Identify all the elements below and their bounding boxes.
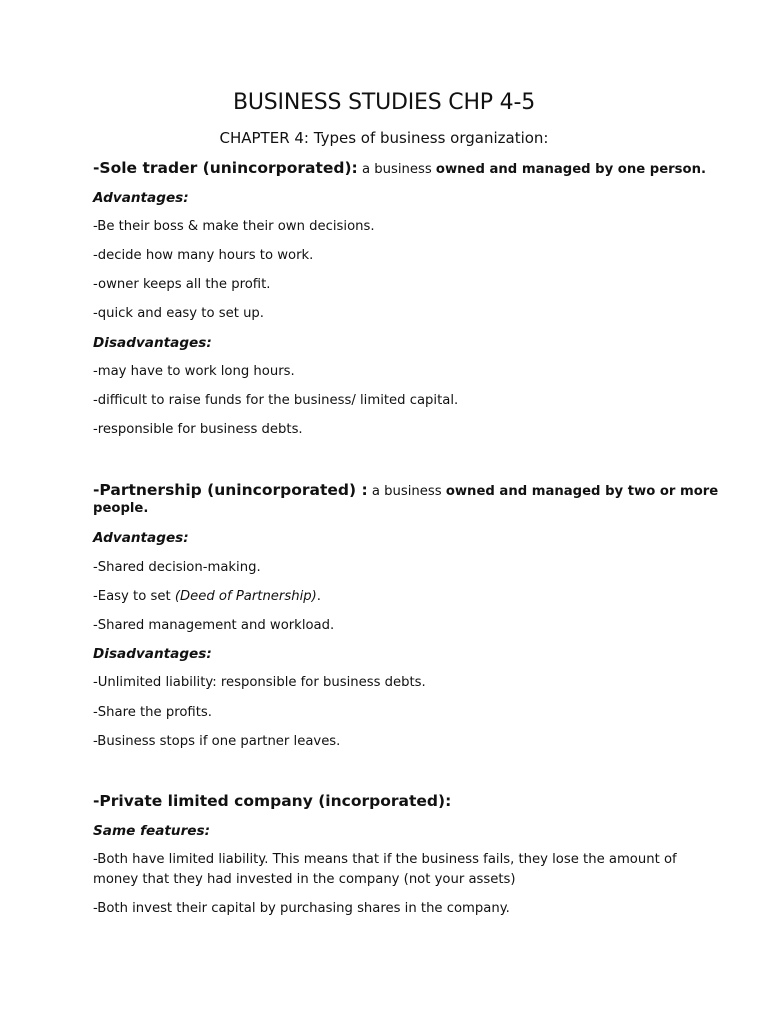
partnership-advantage-item: -Shared decision-making. <box>93 560 261 575</box>
partnership-disadvantage-item: -Unlimited liability: responsible for business debts. <box>93 675 426 690</box>
sole-trader-disadvantage-item: -difficult to raise funds for the business/ limited capital. <box>93 393 459 408</box>
partnership-desc-bold-continued: people. <box>93 501 149 516</box>
sole-trader-advantage-item: -owner keeps all the profit. <box>93 277 271 292</box>
sole-trader-desc-bold: owned and managed by one person. <box>435 162 706 177</box>
partnership-disadvantage-item: -Share the profits. <box>93 705 212 720</box>
sole-trader-title: -Sole trader (unincorporated): <box>93 159 358 177</box>
sole-trader-disadvantages-label: Disadvantages: <box>93 335 212 351</box>
sole-trader-advantage-item: -decide how many hours to work. <box>93 248 314 263</box>
sole-trader-heading <box>93 157 706 181</box>
same-features-item: -Both invest their capital by purchasing shares in the company. <box>93 901 510 916</box>
partnership-advantage-period: . <box>316 589 321 604</box>
same-features-item: -Both have limited liability. This means that if the business fails, they lose the amount of <box>93 852 677 867</box>
document-title: BUSINESS STUDIES CHP 4-5 <box>232 90 536 115</box>
same-features-item-continued: money that they had invested in the company (not your assets) <box>93 872 516 887</box>
partnership-advantages-label: Advantages: <box>93 530 189 546</box>
partnership-advantage-item: -Shared management and workload. <box>93 618 335 633</box>
same-features-label: Same features: <box>93 823 211 839</box>
partnership-desc-plain: a business <box>367 484 446 499</box>
chapter-subtitle: CHAPTER 4: Types of business organization: <box>219 129 549 147</box>
partnership-disadvantage-item: -Business stops if one partner leaves. <box>93 734 341 749</box>
partnership-advantage-text: -Easy to set <box>93 589 175 604</box>
partnership-disadvantages-label: Disadvantages: <box>93 646 212 662</box>
sole-trader-disadvantage-item: -may have to work long hours. <box>93 364 295 379</box>
sole-trader-advantage-item: -quick and easy to set up. <box>93 306 264 321</box>
sole-trader-advantages-label: Advantages: <box>93 190 189 206</box>
partnership-advantage-item <box>93 587 653 607</box>
partnership-desc-bold: owned and managed by two or more <box>445 484 719 499</box>
sole-trader-disadvantage-item: -responsible for business debts. <box>93 422 303 437</box>
sole-trader-advantage-item: -Be their boss & make their own decisions. <box>93 219 375 234</box>
private-limited-heading: -Private limited company (incorporated): <box>93 792 452 810</box>
deed-of-partnership-text: (Deed of Partnership) <box>174 589 317 604</box>
partnership-title: -Partnership (unincorporated) : <box>93 481 368 499</box>
sole-trader-desc-plain: a business <box>357 162 436 177</box>
